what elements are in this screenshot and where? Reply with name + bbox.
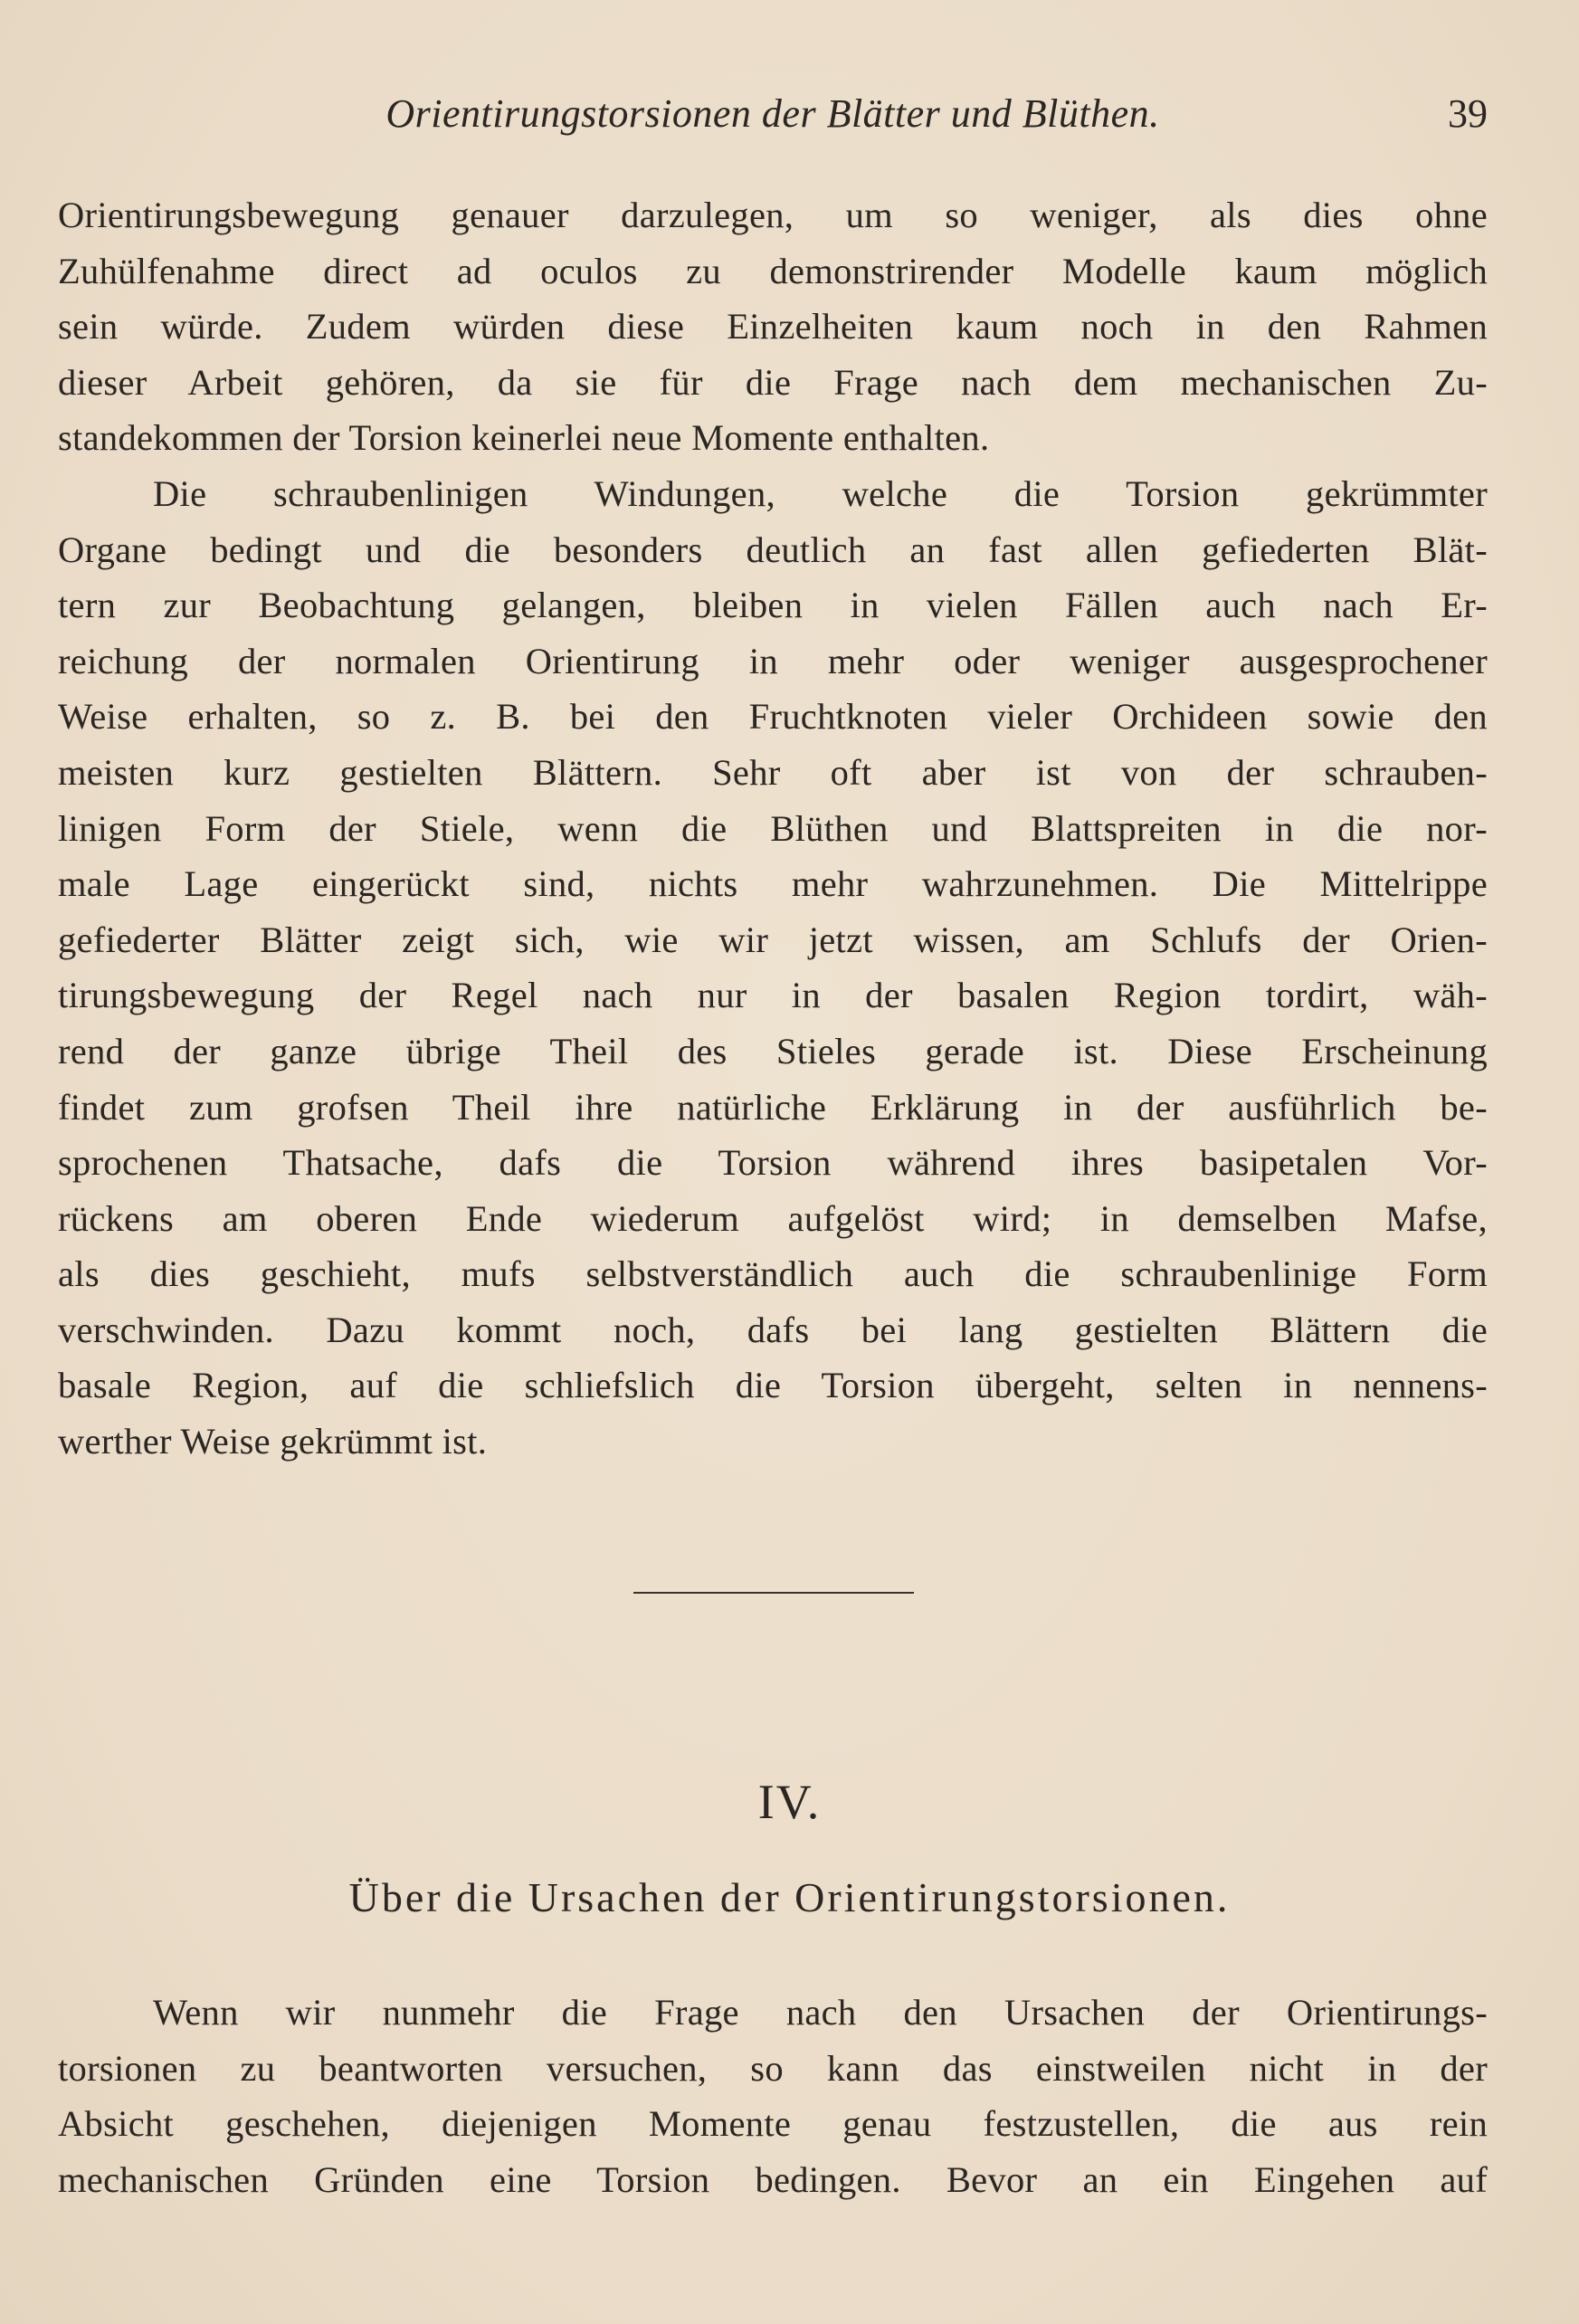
text-line: linigen Form der Stiele, wenn die Blüthen und Blattspreiten in die nor-	[58, 807, 1488, 849]
text-line: als dies geschieht, mufs selbstverständlich auch die schraubenlinige Form	[58, 1253, 1488, 1295]
text-line: male Lage eingerückt sind, nichts mehr wahrzunehmen. Die Mittelrippe	[58, 863, 1488, 905]
text-line: meisten kurz gestielten Blättern. Sehr oft aber ist von der schrauben-	[58, 751, 1488, 793]
text-line: tern zur Beobachtung gelangen, bleiben in vielen Fällen auch nach Er-	[58, 585, 1488, 626]
text-line: Weise erhalten, so z. B. bei den Fruchtknoten vieler Orchideen sowie den	[58, 696, 1488, 738]
text-line: standekommen der Torsion keinerlei neue Momente enthalten.	[58, 417, 990, 459]
text-line: Zuhülfenahme direct ad oculos zu demonstrirender Modelle kaum möglich	[58, 250, 1488, 291]
section-divider	[633, 1592, 914, 1594]
text-line: tirungsbewegung der Regel nach nur in der basalen Region tordirt, wäh-	[58, 975, 1488, 1016]
text-line: findet zum grofsen Theil ihre natürliche Erklärung in der ausführlich be-	[58, 1086, 1488, 1128]
text-line: Orientirungsbewegung genauer darzulegen, um so weniger, als dies ohne	[58, 195, 1488, 235]
text-line: torsionen zu beantworten versuchen, so kann das einstweilen nicht in der	[58, 2047, 1488, 2089]
text-line: Absicht geschehen, diejenigen Momente genau festzustellen, die aus rein	[58, 2103, 1488, 2145]
text-line: gefiederter Blätter zeigt sich, wie wir jetzt wissen, am Schlufs der Orien-	[58, 919, 1488, 960]
text-line: dieser Arbeit gehören, da sie für die Frage nach dem mechanischen Zu-	[58, 361, 1488, 403]
text-line: rückens am oberen Ende wiederum aufgelöst wird; in demselben Mafse,	[58, 1197, 1488, 1239]
page-header	[58, 90, 1488, 145]
text-line: Die schraubenlinigen Windungen, welche die Torsion gekrümmter	[153, 472, 1488, 514]
text-line: sprochenen Thatsache, dafs die Torsion während ihres basipetalen Vor-	[58, 1142, 1488, 1184]
page-number: 39	[1448, 91, 1488, 136]
text-line: rend der ganze übrige Theil des Stieles gerade ist. Diese Erscheinung	[58, 1030, 1488, 1072]
text-line: Wenn wir nunmehr die Frage nach den Ursachen der Orientirungs-	[153, 1992, 1488, 2033]
running-title: Orientirungstorsionen der Blätter und Blüthen.	[385, 91, 1160, 136]
text-line: mechanischen Gründen eine Torsion bedingen. Bevor an ein Eingehen auf	[58, 2158, 1488, 2200]
text-line: basale Region, auf die schliefslich die Torsion übergeht, selten in nennens-	[58, 1365, 1488, 1406]
text-line: reichung der normalen Orientirung in mehr oder weniger ausgesprochener	[58, 640, 1488, 681]
section-title: Über die Ursachen der Orientirungstorsionen.	[348, 1874, 1231, 1920]
text-line: verschwinden. Dazu kommt noch, dafs bei lang gestielten Blättern die	[58, 1309, 1488, 1350]
body-text-lower	[58, 1985, 1488, 2207]
text-line: sein würde. Zudem würden diese Einzelheiten kaum noch in den Rahmen	[58, 306, 1488, 348]
text-line: Organe bedingt und die besonders deutlich an fast allen gefiederten Blät-	[58, 529, 1488, 570]
text-line: werther Weise gekrümmt ist.	[58, 1421, 488, 1462]
body-text-upper	[58, 187, 1488, 1470]
section-number: IV.	[757, 1775, 822, 1829]
